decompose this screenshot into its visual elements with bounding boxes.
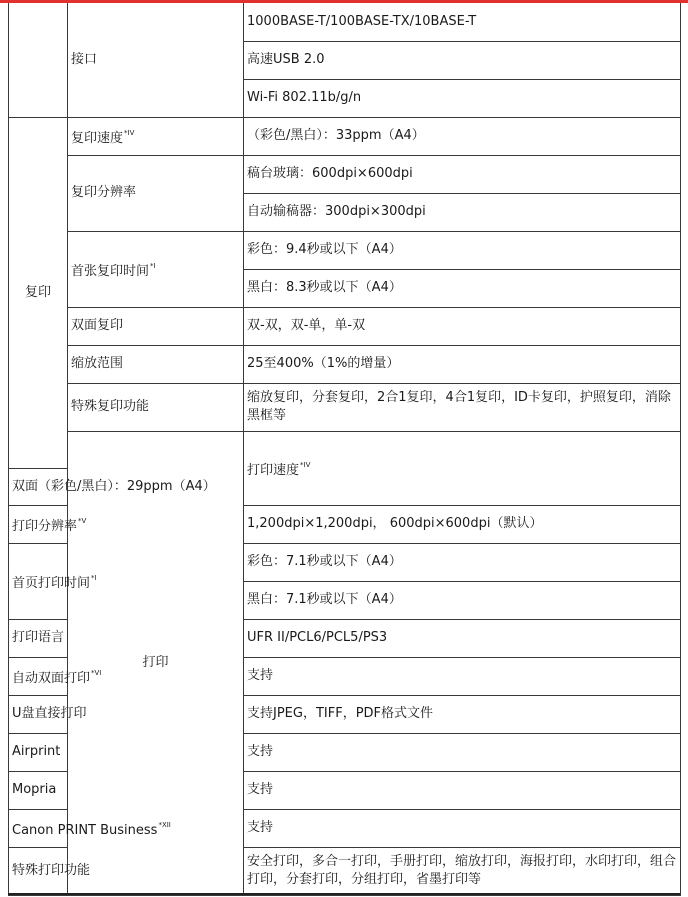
spec-label-special-copy: 特殊复印功能 — [68, 383, 244, 431]
spec-label-copy-speed — [68, 117, 244, 155]
spec-label-airprint: Airprint — [9, 733, 68, 771]
label-text: 打印速度 — [247, 463, 300, 478]
footnote-mark: *VI — [91, 669, 102, 677]
spec-label-usb-print: U盘直接打印 — [9, 695, 68, 733]
footnote-mark: *I — [91, 574, 97, 582]
spec-value: 安全打印，多合一打印，手册打印，缩放打印，海报打印，水印打印，组合打印，分套打印，分组打印，省墨打印等 — [244, 847, 681, 895]
spec-value: 高速USB 2.0 — [244, 41, 681, 79]
table-row — [9, 3, 681, 41]
spec-label-duplex-copy: 双面复印 — [68, 307, 244, 345]
spec-label-print-speed — [244, 431, 681, 505]
table-row — [9, 345, 681, 383]
spec-label-special-print: 特殊打印功能 — [9, 847, 68, 895]
spec-label-mopria: Mopria — [9, 771, 68, 809]
spec-label-copy-resolution: 复印分辨率 — [68, 155, 244, 231]
spec-value: 黑白：7.1秒或以下（A4） — [244, 581, 681, 619]
table-row — [9, 231, 681, 269]
table-row — [9, 155, 681, 193]
table-row — [9, 431, 681, 468]
spec-label-canon-print-business — [9, 809, 171, 847]
spec-value: （彩色/黑白）：33ppm（A4） — [244, 117, 681, 155]
label-text: 首页打印时间 — [12, 576, 91, 591]
spec-value: UFR II/PCL6/PCL5/PS3 — [244, 619, 681, 657]
spec-value: 缩放复印，分套复印，2合1复印，4合1复印，ID卡复印，护照复印，消除黑框等 — [244, 383, 681, 431]
spec-label-interface: 接口 — [68, 3, 244, 117]
label-text: 打印分辨率 — [12, 519, 78, 534]
spec-value: 支持 — [244, 771, 681, 809]
spec-label-print-language: 打印语言 — [9, 619, 68, 657]
label-text: 自动双面打印 — [12, 671, 91, 686]
spec-value: 双面（彩色/黑白）：29ppm（A4） — [9, 468, 68, 505]
table-row — [9, 383, 681, 431]
spec-value: 25至400%（1%的增量） — [244, 345, 681, 383]
spec-value: 黑白：8.3秒或以下（A4） — [244, 269, 681, 307]
spec-table — [8, 3, 681, 896]
footnote-mark: *XII — [158, 821, 171, 829]
spec-value: 支持 — [244, 733, 681, 771]
category-cell-network — [9, 3, 68, 117]
category-cell-copy: 复印 — [9, 117, 68, 468]
label-text: 首张复印时间 — [71, 264, 150, 279]
footnote-mark: *I — [150, 262, 156, 270]
label-text: 复印速度 — [71, 131, 124, 146]
spec-label-zoom-range: 缩放范围 — [68, 345, 244, 383]
bottom-border-line — [8, 893, 680, 895]
spec-value: Wi-Fi 802.11b/g/n — [244, 79, 681, 117]
footnote-mark: *IV — [300, 461, 311, 469]
spec-value: 双-双，双-单，单-双 — [244, 307, 681, 345]
spec-label-print-resolution — [9, 505, 87, 543]
category-cell-print: 打印 — [68, 431, 244, 895]
spec-value: 稿台玻璃：600dpi×600dpi — [244, 155, 681, 193]
spec-label-first-copy-time — [68, 231, 244, 307]
spec-label-auto-duplex — [9, 657, 102, 695]
table-row — [9, 307, 681, 345]
spec-value: 自动输稿器：300dpi×300dpi — [244, 193, 681, 231]
spec-label-first-print-time — [9, 543, 97, 619]
spec-value: 支持 — [244, 809, 681, 847]
table-row — [9, 117, 681, 155]
spec-value: 1,200dpi×1,200dpi， 600dpi×600dpi（默认） — [244, 505, 681, 543]
spec-value: 1000BASE-T/100BASE-TX/10BASE-T — [244, 3, 681, 41]
spec-value: 支持JPEG，TIFF，PDF格式文件 — [244, 695, 681, 733]
footnote-mark: *V — [78, 517, 87, 525]
spec-value: 彩色：9.4秒或以下（A4） — [244, 231, 681, 269]
spec-value: 支持 — [244, 657, 681, 695]
label-text: Canon PRINT Business — [12, 823, 158, 838]
footnote-mark: *IV — [124, 129, 135, 137]
spec-value: 彩色：7.1秒或以下（A4） — [244, 543, 681, 581]
